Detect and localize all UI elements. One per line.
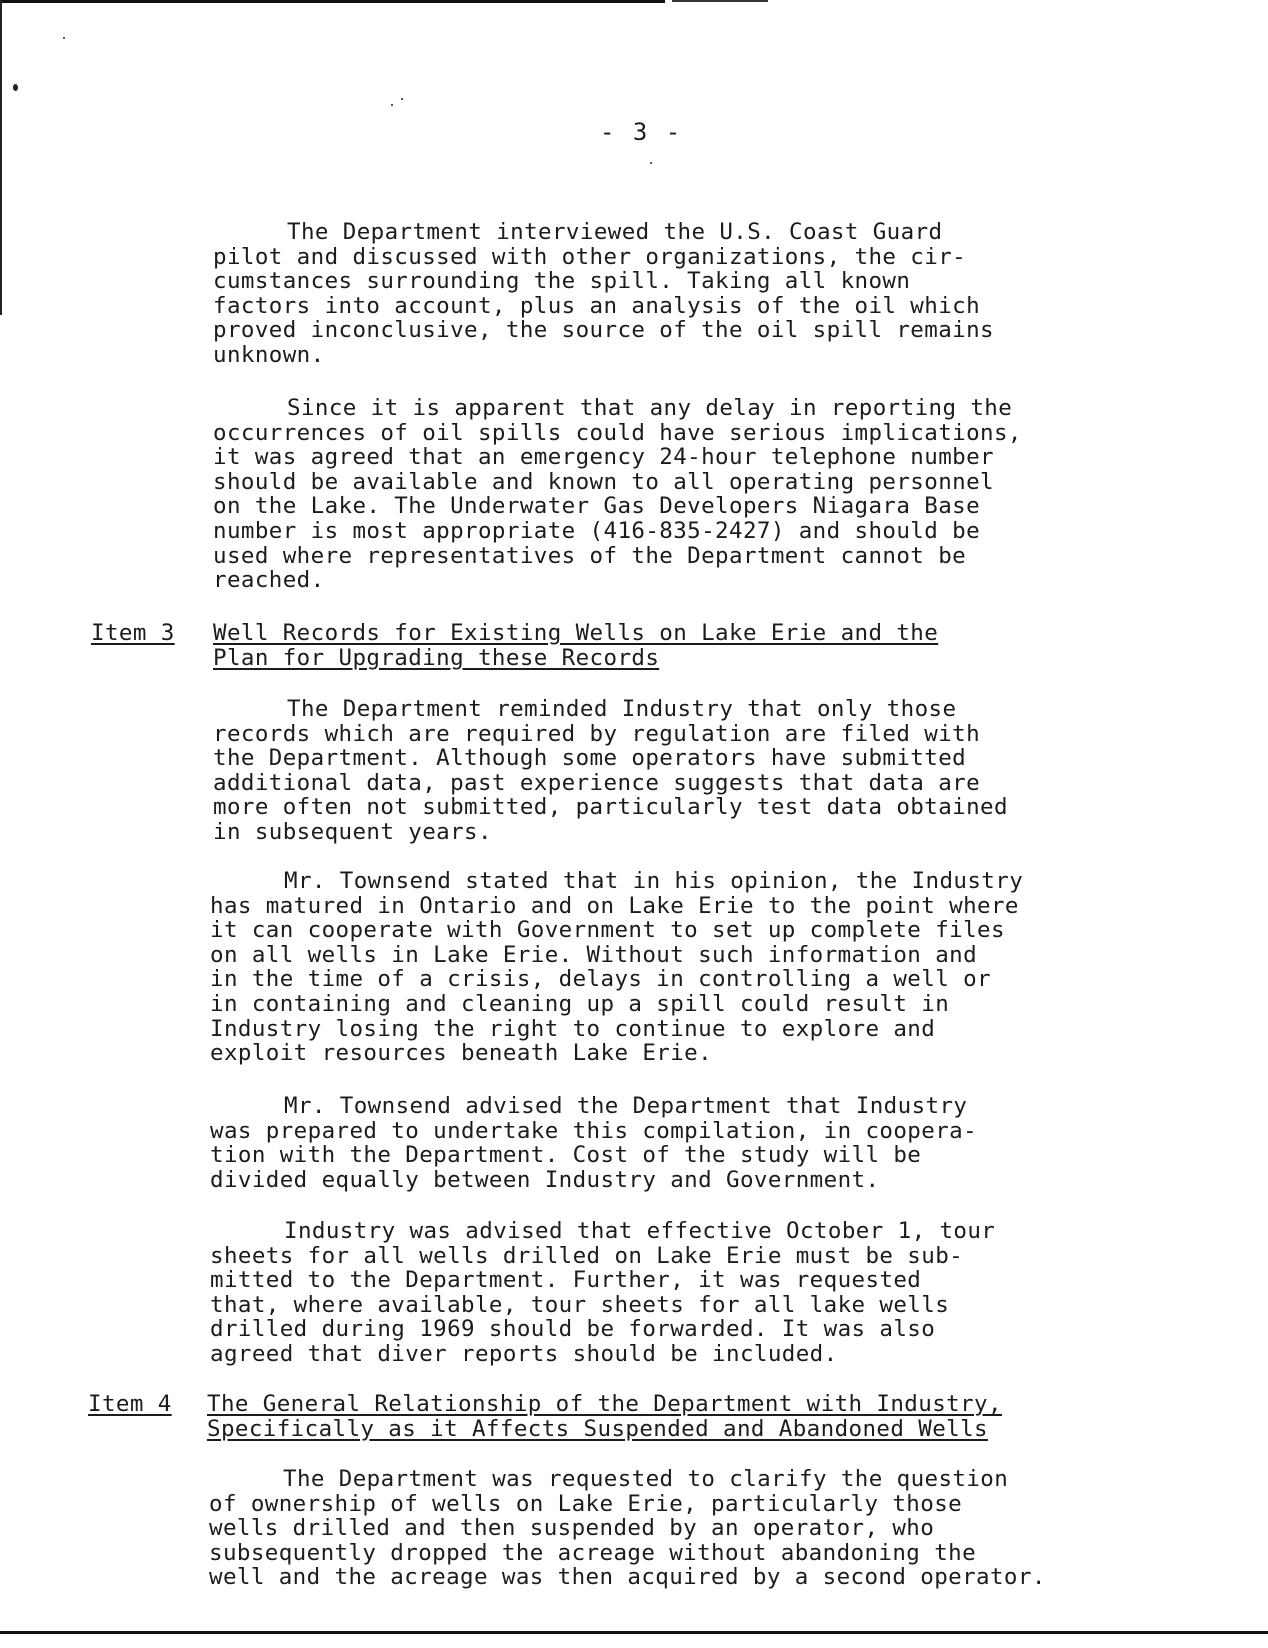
text-line: records which are required by regulation are filed with: [213, 720, 981, 747]
text-line: The Department interviewed the U.S. Coast Guard: [287, 219, 943, 245]
text-line: Industry was advised that effective October 1, tour: [284, 1218, 996, 1244]
text-line: Mr. Townsend stated that in his opinion, the Industry: [284, 868, 1024, 894]
text-line: in the time of a crisis, delays in controlling a well or: [210, 966, 991, 993]
paragraph-tour-sheets: [210, 1219, 995, 1367]
page-number: - 3 -: [600, 118, 683, 146]
text-line: used where representatives of the Department cannot be: [213, 542, 967, 569]
text-line: drilled during 1969 should be forwarded. It was also: [210, 1316, 936, 1343]
text-line: mitted to the Department. Further, it was requested: [210, 1267, 922, 1294]
item-3-label: Item 3: [91, 620, 175, 646]
text-line: in containing and cleaning up a spill could result in: [210, 990, 950, 1017]
text-line: agreed that diver reports should be included.: [210, 1340, 838, 1367]
item-4-title: [207, 1392, 1002, 1441]
text-line: factors into account, plus an analysis of the oil which: [213, 292, 981, 319]
text-line: The Department reminded Industry that only those: [287, 696, 957, 722]
scan-edge-left: [0, 0, 2, 315]
text-line: reached.: [213, 567, 325, 594]
text-line: unknown.: [213, 341, 325, 368]
text-line: pilot and discussed with other organizations, the cir-: [213, 243, 967, 270]
text-line: that, where available, tour sheets for all lake wells: [210, 1291, 950, 1318]
text-line: The Department was requested to clarify the question: [283, 1466, 1009, 1492]
text-line: Since it is apparent that any delay in reporting the: [287, 395, 1013, 421]
text-line: subsequently dropped the acreage without abandoning the: [209, 1539, 977, 1566]
text-line: it can cooperate with Government to set up complete files: [210, 917, 1005, 944]
text-line: sheets for all wells drilled on Lake Erie must be sub-: [210, 1242, 964, 1269]
item-3-title: [213, 621, 938, 670]
scan-speck: [401, 98, 403, 100]
text-line: cumstances surrounding the spill. Taking all known: [213, 268, 911, 295]
text-line: tion with the Department. Cost of the study will be: [210, 1142, 922, 1169]
text-line: was prepared to undertake this compilation, in coopera-: [210, 1117, 978, 1144]
text-line: occurrences of oil spills could have serious implications,: [213, 419, 1022, 446]
text-line: more often not submitted, particularly test data obtained: [213, 794, 1008, 821]
paragraph-records-regulation: [213, 697, 1008, 845]
text-line: of ownership of wells on Lake Erie, particularly those: [209, 1490, 963, 1517]
text-line: should be available and known to all operating personnel: [213, 468, 994, 495]
text-line: on all wells in Lake Erie. Without such information and: [210, 941, 978, 968]
item-4-label: Item 4: [88, 1391, 172, 1417]
text-line: proved inconclusive, the source of the oil spill remains: [213, 317, 994, 344]
text-line: Mr. Townsend advised the Department that Industry: [284, 1093, 968, 1119]
scan-speck: [13, 84, 18, 91]
scan-speck: [391, 104, 393, 106]
text-line: the Department. Although some operators have submitted: [213, 745, 967, 772]
text-line: it was agreed that an emergency 24-hour telephone number: [213, 444, 994, 471]
text-line: number is most appropriate (416-835-2427) and should be: [213, 517, 981, 544]
text-line: Industry losing the right to continue to explore and: [210, 1015, 936, 1042]
text-line: wells drilled and then suspended by an operator, who: [209, 1515, 935, 1542]
scan-edge-top: [0, 0, 665, 3]
heading-line: Specifically as it Affects Suspended and Abandoned Wells: [207, 1415, 988, 1442]
scan-edge-bottom: [0, 1631, 1268, 1634]
paragraph-ownership: [209, 1467, 1046, 1590]
scan-edge-top-right: [672, 0, 768, 2]
text-line: divided equally between Industry and Government.: [210, 1166, 880, 1193]
text-line: additional data, past experience suggests that data are: [213, 769, 981, 796]
text-line: in subsequent years.: [213, 818, 492, 845]
text-line: well and the acreage was then acquired by a second operator.: [209, 1564, 1046, 1591]
paragraph-emergency-number: [213, 396, 1022, 593]
paragraph-compilation: [210, 1094, 977, 1192]
text-line: has matured in Ontario and on Lake Erie to the point where: [210, 892, 1019, 919]
text-line: on the Lake. The Underwater Gas Developers Niagara Base: [213, 493, 981, 520]
text-line: exploit resources beneath Lake Erie.: [210, 1040, 713, 1067]
heading-line: Plan for Upgrading these Records: [213, 644, 660, 671]
scan-speck: [63, 37, 65, 39]
paragraph-coast-guard: [213, 220, 994, 368]
paragraph-townsend-opinion: [210, 869, 1023, 1066]
scan-speck: [650, 162, 652, 164]
heading-line: The General Relationship of the Department with Industry,: [207, 1391, 1002, 1417]
heading-line: Well Records for Existing Wells on Lake Erie and the: [213, 620, 939, 646]
